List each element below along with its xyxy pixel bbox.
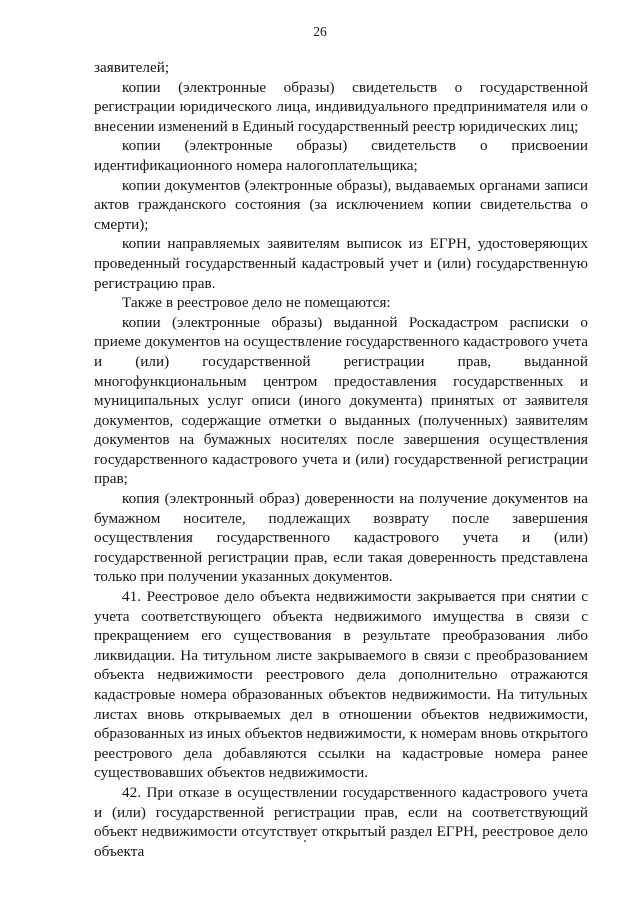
paragraph-civil-registry-copies: копии документов (электронные образы), выдаваемых органами записи актов гражданского состояния (за исключением копии свидетельства о смерти); bbox=[94, 176, 588, 233]
paragraph-item-42: 42. При отказе в осуществлении государственного кадастрового учета и (или) государственной регистрации прав, если на соответствующий объект недвижимости отсутствует открытый раздел ЕГРН, реестровое дело объекта bbox=[94, 783, 588, 860]
paragraph-continuation: заявителей; bbox=[94, 59, 170, 76]
paragraph-egrn-extract-copies: копии направляемых заявителям выписок из ЕГРН, удостоверяющих проведенный государственный кадастровый учет и (или) государственную регистрацию прав. bbox=[94, 235, 588, 292]
page-number: 26 bbox=[313, 24, 327, 39]
body-text bbox=[94, 58, 588, 861]
scan-dot bbox=[304, 840, 306, 842]
paragraph-registration-copies: копии (электронные образы) свидетельств о государственной регистрации юридического лица, индивидуального предпринимателя или о внесении изменений в Единый государственный реестр юридических лиц; bbox=[94, 78, 588, 135]
paragraph-power-of-attorney: копия (электронный образ) доверенности на получение документов на бумажном носителе, подлежащих возврату после завершения осуществления государственного кадастрового учета и (или) государственной регистрации прав, если такая доверенность представлена только при получении указанных документов. bbox=[94, 490, 588, 586]
paragraph-item-41: 41. Реестровое дело объекта недвижимости закрывается при снятии с учета соответствующего объекта недвижимого имущества в связи с прекращением его существования в результате преобразования либо ликвидации. На титульном листе закрываемого в связи с преобразованием объекта недвижимости реестрового дела дополнительно отражаются кадастровые номера образованных объектов недвижимости. На титульных листах вновь открываемых дел в отношении объектов недвижимости, образованных из иных объектов недвижимости, к номерам вновь открытого реестрового дела добавляются ссылки на кадастровые номера ранее существовавших объектов недвижимости. bbox=[94, 588, 588, 782]
paragraph-also-not-placed: Также в реестровое дело не помещаются: bbox=[122, 294, 391, 312]
paragraph-tax-id-copies: копии (электронные образы) свидетельств о присвоении идентификационного номера налогоплательщика; bbox=[94, 137, 588, 174]
paragraph-receipt-copies: копии (электронные образы) выданной Роскадастром расписки о приеме документов на осуществление государственного кадастрового учета и (или) государственной регистрации прав, выданной многофункциональным центром предоставления государственных и муниципальных услуг описи (иного документа) принятых от заявителя документов, содержащие отметки о выданных (полученных) заявителям документов на бумажных носителях после завершения осуществления государственного кадастрового учета и (или) государственной регистрации прав; bbox=[94, 313, 588, 488]
